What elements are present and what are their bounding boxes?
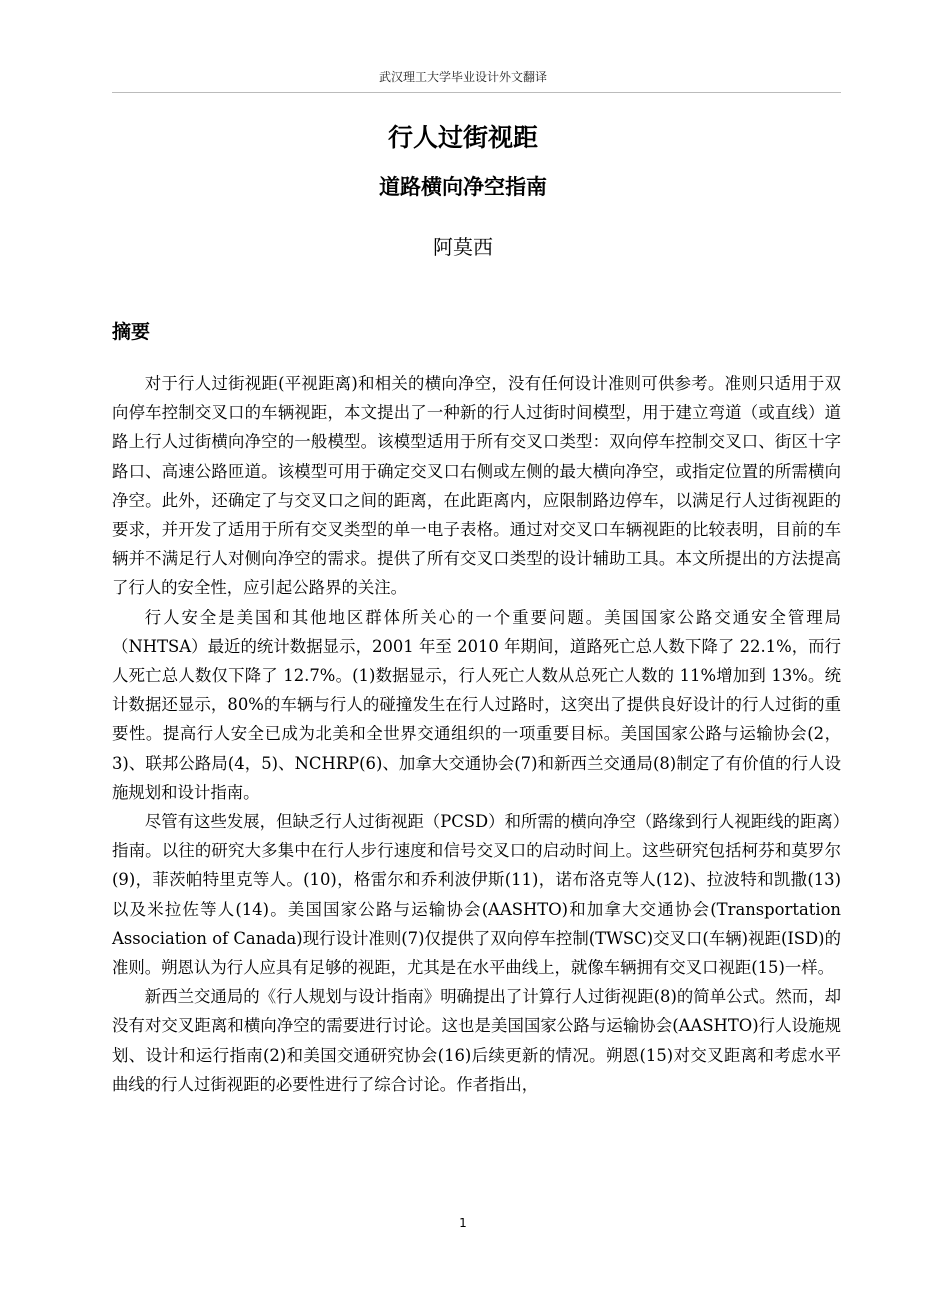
page-number: 1 (459, 1216, 467, 1230)
author-name: 阿莫西 (433, 235, 493, 259)
abstract-paragraph: 新西兰交通局的《行人规划与设计指南》明确提出了计算行人过街视距(8)的简单公式。然而，却没有对交叉距离和横向净空的需要进行讨论。这也是美国国家公路与运输协会(AASHTO)行人设施规划、设计和运行指南(2)和美国交通研究协会(16)后续更新的情况。朔恩(15)对交叉距离和考虑水平曲线的行人过街视距的必要性进行了综合讨论。作者指出， (112, 987, 841, 1094)
running-header: 武汉理工大学毕业设计外文翻译 (378, 70, 547, 84)
document-title: 行人过街视距 (387, 123, 538, 152)
abstract-paragraph: 行人安全是美国和其他地区群体所关心的一个重要问题。美国国家公路交通安全管理局（NHTSA）最近的统计数据显示，2001 年至 2010 年期间，道路死亡总人数下降了 22.1%，而行人死亡总人数仅下降了 12.7%。(1)数据显示，行人死亡人数从总死亡人数的 11%增加到 13%。统计数据还显示，80%的车辆与行人的碰撞发生在行人过路时，这突出了提供良好设计的行人过街的重要性。提高行人安全已成为北美和全世界交通组织的一项重要目标。美国国家公路与运输协会(2，3)、联邦公路局(4，5)、NCHRP(6)、加拿大交通协会(7)和新西兰交通局(8)制定了有价值的行人设施规划和设计指南。 (112, 607, 841, 802)
document-subtitle: 道路横向净空指南 (379, 175, 547, 199)
abstract-paragraph: 尽管有这些发展，但缺乏行人过街视距（PCSD）和所需的横向净空（路缘到行人视距线的距离）指南。以往的研究大多集中在行人步行速度和信号交叉口的启动时间上。这些研究包括柯芬和莫罗尔(9)，菲茨帕特里克等人。(10)，格雷尔和乔利波伊斯(11)，诺布洛克等人(12)、拉波特和凯撒(13)以及米拉佐等人(14)。美国国家公路与运输协会(AASHTO)和加拿大交通协会(Transportation Association of Canada)现行设计准则(7)仅提供了双向停车控制(TWSC)交叉口(车辆)视距(ISD)的准则。朔恩认为行人应具有足够的视距，尤其是在水平曲线上，就像车辆拥有交叉口视距(15)一样。 (112, 812, 841, 978)
abstract-body (112, 369, 841, 1099)
abstract-paragraph: 对于行人过街视距(平视距离)和相关的横向净空，没有任何设计准则可供参考。准则只适用于双向停车控制交叉口的车辆视距，本文提出了一种新的行人过街时间模型，用于建立弯道（或直线）道路上行人过街横向净空的一般模型。该模型适用于所有交叉口类型：双向停车控制交叉口、街区十字路口、高速公路匝道。该模型可用于确定交叉口右侧或左侧的最大横向净空，或指定位置的所需横向净空。此外，还确定了与交叉口之间的距离，在此距离内，应限制路边停车，以满足行人过街视距的要求，并开发了适用于所有交叉类型的单一电子表格。通过对交叉口车辆视距的比较表明，目前的车辆并不满足行人对侧向净空的需求。提供了所有交叉口类型的设计辅助工具。本文所提出的方法提高了行人的安全性，应引起公路界的关注。 (112, 374, 841, 598)
header-divider (112, 92, 841, 93)
abstract-heading: 摘要 (112, 321, 151, 343)
